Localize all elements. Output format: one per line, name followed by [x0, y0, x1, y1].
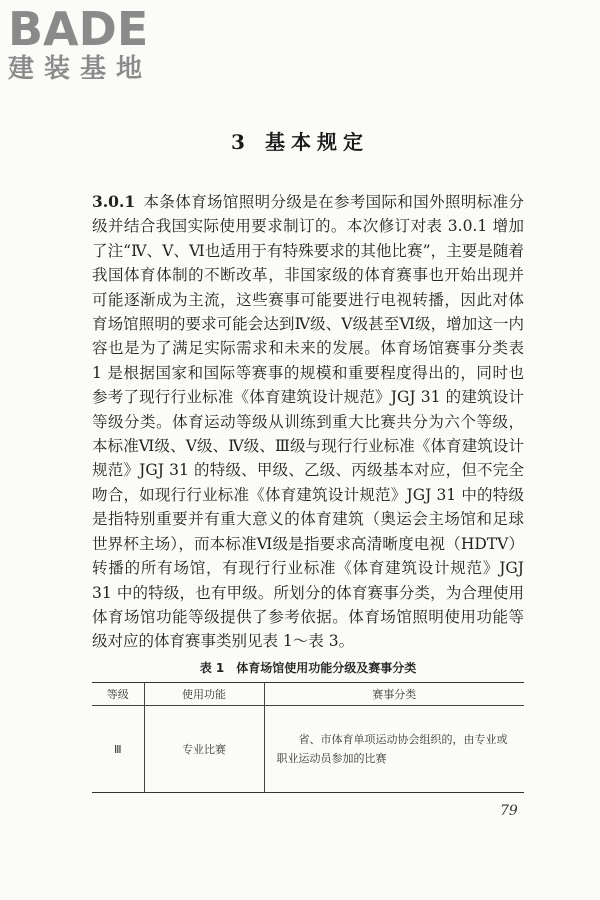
page-number: 79: [500, 803, 518, 819]
table-row: [92, 706, 524, 793]
section-paragraph: [92, 190, 524, 654]
section-number: 3.0.1: [92, 192, 136, 211]
section-text: 本条体育场馆照明分级是在参考国际和国外照明标准分级并结合我国实际使用要求制订的。本次修订对表 3.0.1 增加了注“Ⅳ、Ⅴ、Ⅵ也适用于有特殊要求的其他比赛”，主要是随着我国体育体制的不断改革，非国家级的体育赛事也开始出现并可能逐渐成为主流，这些赛事可能要进行电视转播，因此对体育场馆照明的要求可能会达到Ⅳ级、Ⅴ级甚至Ⅵ级，增加这一内容也是为了满足实际需求和未来的发展。体育场馆赛事分类表 1 是根据国家和国际等赛事的规模和重要程度得出的，同时也参考了现行行业标准《体育建筑设计规范》JGJ 31 的建筑设计等级分类。体育运动等级从训练到重大比赛共分为六个等级，本标准Ⅵ级、Ⅴ级、Ⅳ级、Ⅲ级与现行行业标准《体育建筑设计规范》JGJ 31 的特级、甲级、乙级、丙级基本对应，但不完全吻合，如现行行业标准《体育建筑设计规范》JGJ 31 中的特级是指特别重要并有重大意义的体育建筑（奥运会主场馆和足球世界杯主场），而本标准Ⅵ级是指要求高清晰度电视（HDTV）转播的所有场馆，有现行行业标准《体育建筑设计规范》JGJ 31 中的特级，也有甲级。所划分的体育赛事分类，为合理使用体育场馆功能等级提供了参考依据。体育场馆照明使用功能等级对应的体育赛事类别见表 1～表 3。: [92, 193, 524, 651]
grade-table: [92, 682, 524, 793]
logo-brand-chinese: 建装基地: [8, 54, 153, 84]
logo: [8, 2, 178, 84]
chapter-heading: [0, 126, 600, 155]
table-caption: 表 1 体育场馆使用功能分级及赛事分类: [199, 661, 417, 675]
header-function: 使用功能: [144, 683, 264, 706]
header-grade: 等级: [92, 683, 144, 706]
cell-category-text: 省、市体育单项运动协会组织的，由专业或职业运动员参加的比赛: [276, 733, 508, 765]
chapter-number: 3: [231, 130, 251, 154]
header-category: 赛事分类: [264, 683, 524, 706]
cell-category: [264, 706, 524, 793]
cell-grade: Ⅲ: [92, 706, 144, 793]
chapter-title: 基本规定: [264, 130, 369, 154]
table-header-row: [92, 683, 524, 706]
cell-function: 专业比赛: [144, 706, 264, 793]
logo-brand-latin: BADE: [8, 2, 149, 56]
